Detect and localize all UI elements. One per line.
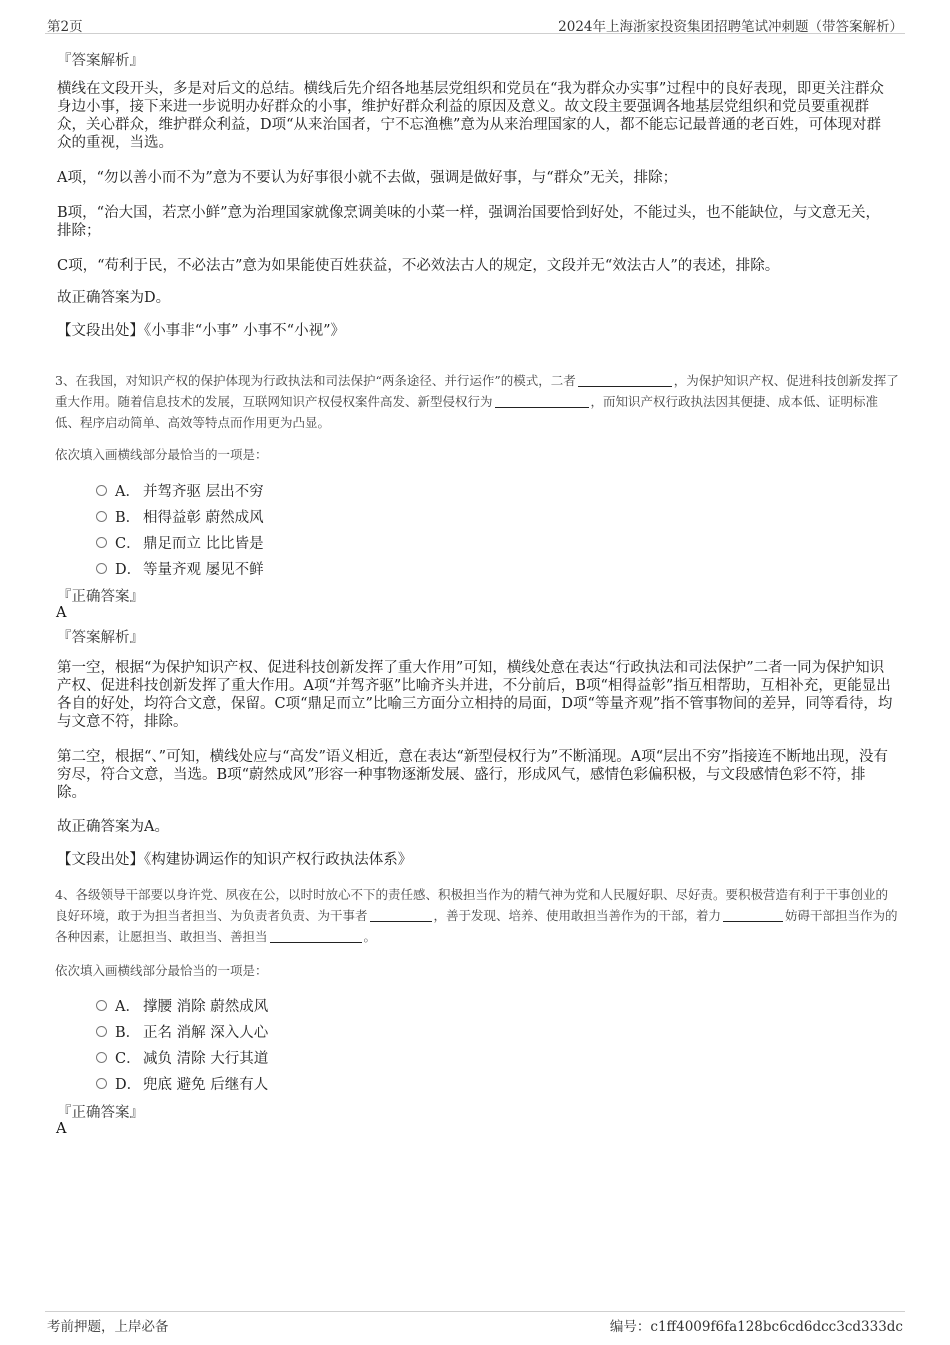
q3-correct-label: 『正确答案』 <box>57 589 144 605</box>
q2-analysis-paragraph: A项，“勿以善小而不为”意为不要认为好事很小就不去做，强调是做好事，与“群众”无关，排除； <box>57 170 678 186</box>
option-letter: B． <box>115 1025 141 1041</box>
option-text: 兜底 避免 后继有人 <box>143 1077 269 1093</box>
q3-correct-answer: A <box>56 605 67 621</box>
q4-blank-3 <box>270 928 362 943</box>
q4-prompt: 依次填入画横线部分最恰当的一项是： <box>55 963 268 978</box>
q3-prompt: 依次填入画横线部分最恰当的一项是： <box>55 447 268 462</box>
radio-icon[interactable] <box>96 1078 107 1089</box>
page-number: 第2页 <box>47 19 83 35</box>
q4-stem-text: 4、各级领导干部要以身许党、夙夜在公，以时时放心不下的责任感、积极担当作为的精气神为党和人民履好职、尽好责。要积极营造有利于干事创业的良好环境，敢于为担当者担当、为负责者负责、为干事者 <box>55 887 888 923</box>
page-footer <box>45 1311 905 1338</box>
option-letter: B． <box>115 510 141 526</box>
q3-stem <box>55 370 900 433</box>
footer-slogan: 考前押题，上岸必备 <box>47 1319 169 1335</box>
q3-analysis-paragraph: 第二空，根据“、”可知，横线处应与“高发”语义相近，意在表达“新型侵权行为”不断涌现。A项“层出不穷”指接连不断地出现，没有穷尽，符合文意，当选。B项“蔚然成风”形容一种事物逐渐发展、盛行，形成风气，感情色彩偏积极，与文段感情色彩不符，排除。 <box>57 749 889 801</box>
radio-icon[interactable] <box>96 537 107 548</box>
option-text: 并驾齐驱 层出不穷 <box>143 484 264 500</box>
document-title: 2024年上海浙家投资集团招聘笔试冲刺题（带答案解析） <box>558 19 903 35</box>
page-header <box>45 13 905 34</box>
q2-analysis-label: 『答案解析』 <box>57 53 144 69</box>
option-text: 正名 消解 深入人心 <box>143 1025 269 1041</box>
q3-stem-text: ，而知识产权行政执法因其便捷、成本低、证明标准低、程序启动简单、高效等特点而作用更为凸显。 <box>55 394 879 430</box>
q4-stem <box>55 884 900 947</box>
option-letter: A． <box>115 999 140 1015</box>
q2-source: 【文段出处】《小事非“小事” 小事不“小视”》 <box>57 323 346 339</box>
q4-blank-1 <box>370 907 432 922</box>
option-text: 相得益彰 蔚然成风 <box>143 510 264 526</box>
q3-stem-text: ，为保护知识产权、促进科技创新发挥了重大作用。随着信息技术的发展，互联网知识产权侵权案件高发、新型侵权行为 <box>55 373 899 409</box>
q4-correct-label: 『正确答案』 <box>57 1105 144 1121</box>
option-letter: C． <box>115 536 141 552</box>
q4-stem-text: 妨碍干部担当作为的各种因素，让愿担当、敢担当、善担当 <box>55 908 898 944</box>
option-letter: D． <box>115 1077 142 1093</box>
option-text: 减负 清除 大行其道 <box>143 1051 269 1067</box>
q3-blank-1 <box>578 372 672 387</box>
q3-stem-text: 3、在我国，对知识产权的保护体现为行政执法和司法保护“两条途径、并行运作”的模式，二者 <box>55 373 576 388</box>
q3-source: 【文段出处】《构建协调运作的知识产权行政执法体系》 <box>57 852 413 868</box>
q2-analysis-paragraph: C项，“苟利于民，不必法古”意为如果能使百姓获益，不必效法古人的规定，文段并无“效法古人”的表述，排除。 <box>57 258 780 274</box>
option-letter: A． <box>115 484 140 500</box>
q4-correct-answer: A <box>56 1121 67 1137</box>
q4-blank-2 <box>723 907 783 922</box>
document-code: 编号：c1ff4009f6fa128bc6cd6dcc3cd333dc <box>609 1319 903 1335</box>
radio-icon[interactable] <box>96 563 107 574</box>
radio-icon[interactable] <box>96 485 107 496</box>
q3-analysis-label: 『答案解析』 <box>57 630 144 646</box>
q3-conclusion: 故正确答案为A。 <box>57 819 169 835</box>
option-text: 撑腰 消除 蔚然成风 <box>143 999 269 1015</box>
q3-analysis-paragraph: 第一空，根据“为保护知识产权、促进科技创新发挥了重大作用”可知，横线处意在表达“行政执法和司法保护”二者一同为保护知识产权、促进科技创新发挥了重大作用。A项“并驾齐驱”比喻齐头并进，不分前后，B项“相得益彰”指互相帮助，互相补充，更能显出各自的好处，均符合文意，保留。C项“鼎足而立”比喻三方面分立相持的局面，D项“等量齐观”指不管事物间的差异，同等看待，均与文意不符，排除。 <box>57 660 893 730</box>
radio-icon[interactable] <box>96 1052 107 1063</box>
radio-icon[interactable] <box>96 511 107 522</box>
option-text: 鼎足而立 比比皆是 <box>143 536 264 552</box>
q4-stem-text: 。 <box>363 929 377 944</box>
option-text: 等量齐观 屡见不鲜 <box>143 562 264 578</box>
radio-icon[interactable] <box>96 1000 107 1011</box>
q4-stem-text: ，善于发现、培养、使用敢担当善作为的干部，着力 <box>433 908 722 923</box>
option-letter: D． <box>115 562 142 578</box>
option-letter: C． <box>115 1051 141 1067</box>
q2-conclusion: 故正确答案为D。 <box>57 290 171 306</box>
q3-blank-2 <box>495 393 589 408</box>
q2-analysis-paragraph: B项，“治大国，若烹小鲜”意为治理国家就像烹调美味的小菜一样，强调治国要恰到好处，不能过头，也不能缺位，与文意无关，排除； <box>57 205 880 239</box>
radio-icon[interactable] <box>96 1026 107 1037</box>
q2-analysis-paragraph: 横线在文段开头，多是对后文的总结。横线后先介绍各地基层党组织和党员在“我为群众办实事”过程中的良好表现，即更关注群众身边小事，接下来进一步说明办好群众的小事，维护好群众利益的原因及意义。故文段主要强调各地基层党组织和党员要重视群众，关心群众，维护群众利益，D项“从来治国者，宁不忘渔樵”意为从来治理国家的人，都不能忘记最普通的老百姓，可体现对群众的重视，当选。 <box>57 81 884 151</box>
